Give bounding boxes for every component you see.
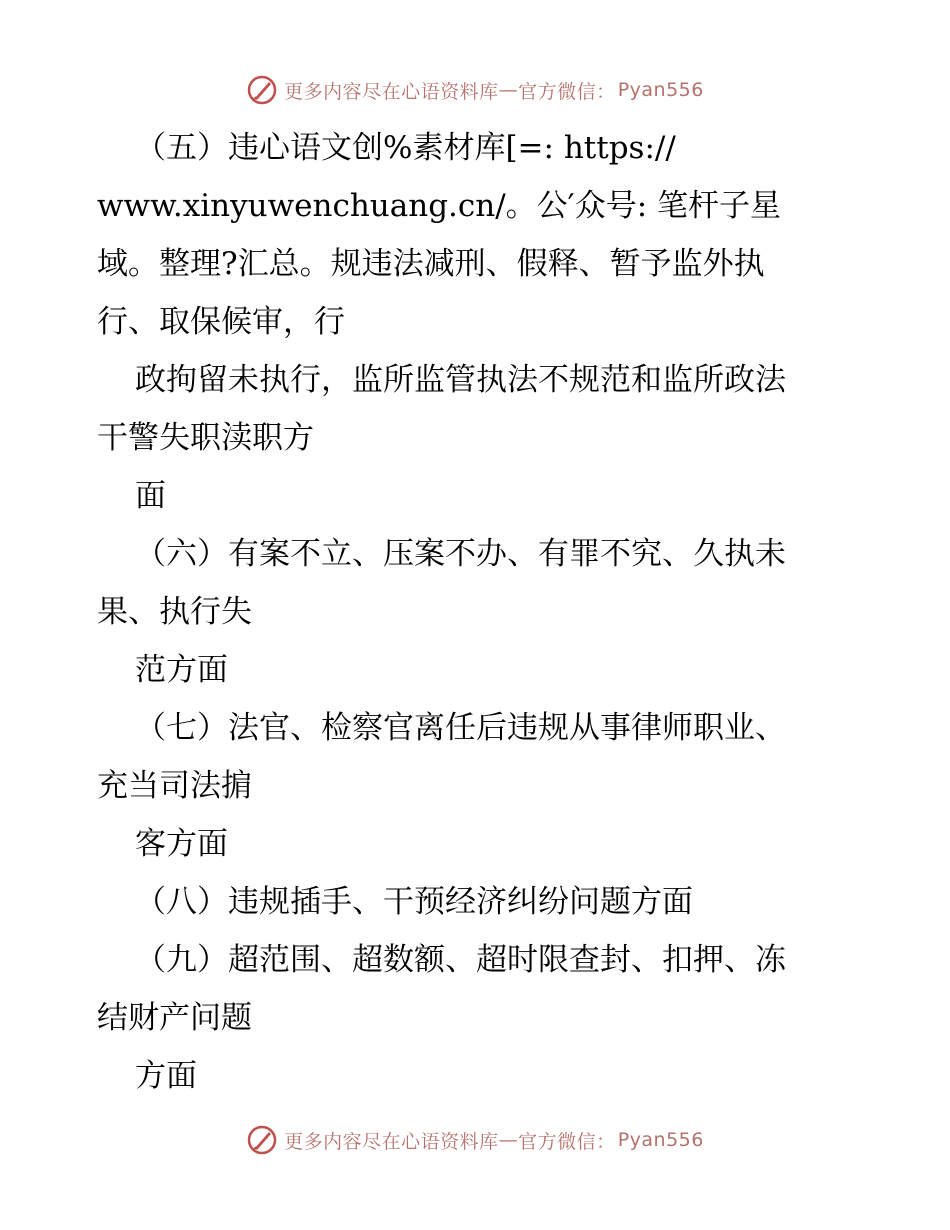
watermark-account: Pyan556 <box>617 1129 704 1151</box>
text-line: 政拘留未执行，监所监管执法不规范和监所政法 <box>135 362 786 398</box>
footer-watermark <box>0 1120 950 1160</box>
text-line: www.xinyuwenchuang.cn/。公′众号: 笔杆子星 <box>97 188 782 224</box>
watermark-dash: — <box>498 79 519 101</box>
text-line: （六）有案不立、压案不办、有罪不究、久执未 <box>135 536 786 572</box>
header-watermark <box>0 70 950 110</box>
text-line: 面 <box>135 478 166 514</box>
text-line: 行、取保候审，行 <box>97 304 345 340</box>
watermark-wechat-label: 官方微信： <box>518 80 616 103</box>
text-line: 果、执行失 <box>97 594 252 630</box>
text-line: 范方面 <box>135 652 228 688</box>
text-line: 方面 <box>135 1058 197 1094</box>
text-line: 结财产问题 <box>97 1000 252 1036</box>
watermark-brand: 更多内容尽在心语资料库 <box>284 1130 499 1153</box>
text-line: （九）超范围、超数额、超时限查封、扣押、冻 <box>135 942 786 978</box>
document-body <box>97 119 877 1105</box>
quill-logo-icon <box>246 1124 278 1156</box>
text-line: 客方面 <box>135 826 228 862</box>
text-line: 干警失职渎职方 <box>97 420 314 456</box>
text-line: （八）违规插手、干预经济纠纷问题方面 <box>135 884 693 920</box>
quill-logo-icon <box>246 74 278 106</box>
watermark-dash: — <box>498 1129 519 1151</box>
text-line: （七）法官、检察官离任后违规从事律师职业、 <box>135 710 786 746</box>
watermark-account: Pyan556 <box>617 79 704 101</box>
watermark-brand: 更多内容尽在心语资料库 <box>284 80 499 103</box>
watermark-wechat-label: 官方微信： <box>518 1130 616 1153</box>
text-line: 域。整理?汇总。规违法减刑、假释、暂予监外执 <box>97 246 765 282</box>
text-line: （五）违心语文创%素材库[=: https:// <box>135 130 676 166</box>
text-line: 充当司法掮 <box>97 768 252 804</box>
